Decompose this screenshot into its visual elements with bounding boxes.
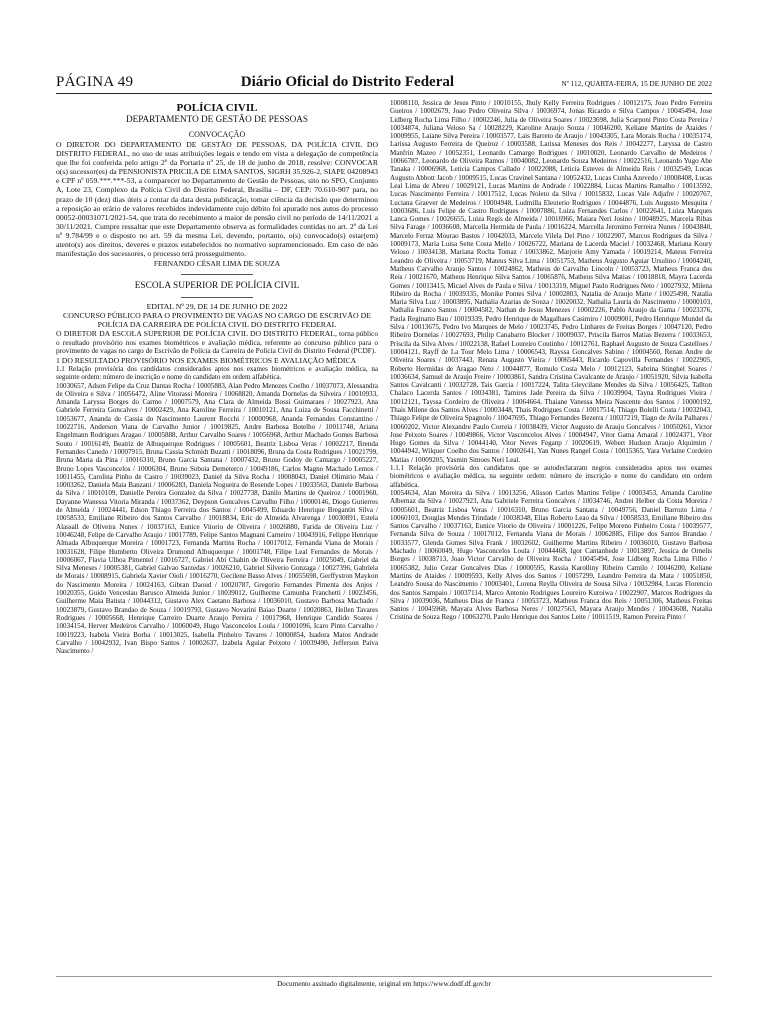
section-divider <box>181 274 253 275</box>
list-1-1-continued: 10008110, Jessica de Jesus Pinto / 10010155, Jhuly Kelly Ferreira Rodrigues / 10012175, Joao Pedro Ferreira Gueiros / 10002679, Joao Pedro Oliveira Silva / 10036974, Jonas Ricardo e Silva Campos / 10045494, Jose Lidberg Rocha Lima Filho / 10002246, Julia de Oliveira Soares / 10023698, Julia Scarponi Pinto Costa Pereira / 10034874, Juliana Veloso Sa / 10028229, Karoline Araujo Souza / 10046200, Keliane Martins de Ataides / 10009955, Laiane Silva Pereira / 10003577, Lais Barreto de Araujo / 10043305, Lara Morais Rocha / 10035174, Larissa Augusto Ferreira de Queiroz / 10003588, Larissa Meneses dos Reis / 10042277, Laryssa de Castro Manfrin Mazeo / 10052351, Leonardo Camargo Rodrigues / 10010020, Leonardo Carvalho de Medeiros / 10066787, Leonardo de Oliveira Ramos / 10040082, Leonardo Souza Medeiros / 10022516, Leonardo Yugo Abe Tanaka / 10006968, Leticia Campos Callado / 10022088, Leticia Esteves de Almeida Reis / 10032549, Lucas Augusto Abbott Jacob / 10009515, Lucas Cravinel Santana / 10052432, Lucas Cunha Azevedo / 10008408, Lucas Leal Lima de Abreu / 10029121, Lucas Martins de Andrade / 10022884, Lucas Martins Ramalho / 10013592, Lucas Nascimento Ferreira / 10017512, Lucas Noleto da Silva / 10015832, Lucas Vale Adjafre / 10020767, Luciana Graever de Medeiros / 10004948, Ludmilla Eleuterio Rodrigues / 10044876, Luis Augusto Mesquita / 10003686, Luis Felipe de Castro Rodrigues / 10007886, Luiza Fernandes Carlos / 10022641, Luiza Marques Lanca Gomes / 10026655, Luiza Regis de Almeida / 10016966, Maiara Neri Josino / 10048925, Marcela Ribas Silva Farage / 10036608, Marcella Hermida de Paula / 10016224, Marcella Jeronimo Ferreira Nunes / 10043840, Marcelo Ferraz Mourao Bastos / 10042033, Marcelo Vilela Del Pino / 10022907, Marcos Rodrigues da Silva / 10009173, Maria Luisa Sette Costa Mello / 10026722, Mariana de Lacerda Maciel / 10032468, Mariana Koury Veloso / 10034138, Mariana Rocha Tomaz / 10033862, Marjorie Amy Yamada / 10019214, Mateus Ferreira Leandro de Oliveira / 10053719, Mateus Silva Lima / 10051753, Matheus Augusto Aguiar Ursulino / 10004240, Matheus Carvalho Araujo Santos / 10024862, Matheus de Carvalho Lincoln / 10053723, Matheus Franca dos Reis / 10021670, Matheus Henrique Silva Santos / 10065876, Matheus Silva Matias / 10018818, Mayra Lacerda Gomes / 10013415, Micael Alves de Paula e Silva / 10013319, Miguel Paulo Rodrigues Neto / 10027932, Milena Ribeiro da Rocha / 10039335, Monike Pontes Silva / 10002803, Natalia de Araujo Matte / 10025498, Natalia Maria Silva Luz / 10003895, Nathalia Azarias de Souza / 10020032, Nathalia Lauria do Nascimento / 10000103, Nathalia Franco Santos / 10004582, Nathan de Jesus Menezes / 10002226, Pablo Araujo da Gama / 10023376, Paula Reginatto Bau / 10019339, Pedro Henrique de Magalhaes Casimiro / 10009001, Pedro Henrique Mundel da Silva / 10013675, Pedro Ivo Marques de Melo / 10023745, Pedro Linhares de Freitas Borges / 10047120, Pedro Ribeiro Dornelas / 10027693, Philip Canabarro Blocker / 10009037, Priscila Barros Matias Bezerra / 10033653, Priscila da Silva Alves / 10022138, Rafael Loureiro Coutinho / 10012761, Raphael Augusto de Souza Castelloes / 10004121, Rayff de La Tour Melo Lima / 10006543, Rayssa Goncalves Sabino / 10004560, Renan Andre de Oliveira Soares / 10037443, Renata Augusto Vieira / 10065443, Ricardo Capovilla Fernandes / 10022905, Roberto Hermidas de Aragao Neto / 10044877, Romulo Costa Melo / 10012123, Sabrina Stinghel Soares / 10036634, Samuel de Araujo Freire / 10003861, Sandra Cristina Cavalcante de Araujo / 10051920, Silvia Isabella Santos Cavalcanti / 10032728, Tais Garcia / 10017224, Talita Gleycilane Mendes da Silva / 10056425, Tallton Chalaco Lacerda Santos / 10034381, Tamires Jade Pereira da Silva / 10039904, Tayna Rodrigues Vieira / 10012121, Tayssa Cordeiro de Oliveira / 10064664, Thaiane Vanessa Meira Nascente dos Santos / 10000192, Thais Milene dos Santos Alves / 10003448, Thais Rodrigues Costa / 10017514, Thiago Bolelli Costa / 10032043, Thiago Felipe de Oliveira Spagnolo / 10047695, Thiago Fernandes Bezerra / 10037219, Tiago de Avila Palhares / 10060202, Victor Alexandre Paulo Correia / 10038439, Victor Augusto de Araujo Goncalves / 10050261, Victor Jose Peixoto Soares / 10049866, Victor Vasconcelos Alves / 10004947, Vitor Gama Amaral / 10024371, Vitor Hugo Gomes da Silva / 10044140, Vitor Neves Feganp / 10020619, Webert Hudson Araujo Alquimim / 10044942, Wilquer Coelho dos Santos / 10002641, Yan Nunes Rangel Costa / 10015365, Yara Verlaine Cordeiro Matias / 10009205, Yasmin Simoes Neri Leal. <box>390 99 712 464</box>
page-header <box>56 74 712 94</box>
organization-heading: POLÍCIA CIVIL <box>176 102 258 114</box>
notice-title: CONVOCAÇÃO <box>188 130 246 139</box>
notice-signature: FERNANDO CÉSAR LIMA DE SOUZA <box>153 259 281 269</box>
item-1-1: 1.1 Relação provisória dos candidatos considerados aptos nos exames biométricos e avaliação médica, na seguinte ordem: número de inscrição e nome do candidato em ordem alfabética. <box>56 365 378 382</box>
item-1-1-1: 1.1.1 Relação provisória dos candidatos que se autodeclararam negros considerados aptos nos exames biométricos e avaliação médica, na seguinte ordem: número de inscrição e nome do candidato em ordem alfabética. <box>390 464 712 489</box>
issue-info: Nº 112, QUARTA-FEIRA, 15 DE JUNHO DE 2022 <box>561 80 712 88</box>
contest-title: CONCURSO PÚBLICO PARA O PROVIMENTO DE VAGAS NO CARGO DE ESCRIVÃO DE POLÍCIA DA CARREIRA DE POLÍCIA CIVIL DO DISTRITO FEDERAL <box>63 310 371 329</box>
footer-divider <box>56 976 712 977</box>
notice-body: O DIRETOR DO DEPARTAMENTO DE GESTÃO DE PESSOAS, DA POLÍCIA CIVIL DO DISTRITO FEDERAL, no uso de suas atribuições legais e tendo em vista a delegação de competência que lhe foi conferida pelo artigo 2º da Portaria nº 25, de 18 de junho de 2018, resolve: CONVOCAR o(s) sucessor(es) da PENSIONISTA PRICILA DE LIMA SANTOS, SIGRH 35.926-2, SIAPE 04208943 e CPF nº 059.***.***-53, a comparecer no Departamento de Gestão de Pessoas, sito no SPO, Conjunto A, Lote 23, Complexo da Polícia Civil do Distrito Federal, Brasília – DF, CEP: 70.610-907 para, no prazo de 10 (dez) dias úteis a contar da data desta publicação, tomar ciência da decisão que determinou a reposição ao erário de valores recebidos indevidamente cujo débito foi apurado nos autos do processo 00052-00031071/2021-54, que trata do recebimento a maior de pensão civil no período de 14/11/2021 a 30/11/2021. Cumpre ressaltar que este Departamento observa as formalidades contidas no art. 2º da Lei nº 9.784/99 e o disposto no art. 59 da mesma Lei, devendo, portanto, o(s) convocado(s) estar(em) atento(s) aos direitos, deveres e prazos estabelecidos no normativo supramencionado. Em caso de não manifestação dos sucessores, o processo terá prosseguimento. <box>56 140 378 259</box>
edital-intro <box>56 329 378 356</box>
page-footer: Documento assinado digitalmente, original em https://www.dodf.df.gov.br <box>277 980 491 988</box>
list-1-1-1: 10054634, Alan Moreira da Silva / 10013256, Alisson Carlos Martins Felipe / 10003453, Amanda Caroline Albernaz da Silva / 10027923, Ana Gabriele Ferreira Goncalves / 10034746, Andrei Helber da Costa Moreira / 10005601, Beatriz Lisboa Veras / 10016310, Bruno Garcia Santana / 10049756, Daniel Barrozo Lima / 10060103, Douglas Mendes Trindade / 10038348, Elias Roberto Leao da Silva / 10058533, Emiliane Ribeiro dos Santos Carvalho / 10037163, Eunice Vitorio de Oliveira / 10001226, Felipe Moreno Pinheiro Costa / 10039577, Fernanda Silva de Souza / 10017012, Fernanda Viana de Morais / 10062885, Filipe dos Santos Brandao / 10033577, Glenda Gomes Silva Frank / 10032602, Guilherme Martins Ribeiro / 10036010, Gustavo Barbosa Machado / 10060049, Hugo Vasconcelos Loula / 10044468, Igor Cantanhede / 10013897, Jessica de Ornelis Borges / 10038713, Joao Victor Carvalho de Oliveira Rocha / 10045494, Jose Lidberg Rocha Lima Filho / 10065382, Julio Cezar Goncalves Dias / 10000595, Kassia Karolliny Ribeiro Camilo / 10046200, Keliane Martins de Ataides / 10009593, Kelly Alves dos Santos / 10057299, Leandro Ferreira da Mata / 10051850, Leandro Sousa do Nascimento / 10003401, Lorena Reylla Oliveira de Sousa Silva / 10032984, Lucas Florencio dos Santos Sampaio / 10037114, Marco Antonio Rodrigues Loureiro Kuroiwa / 10022907, Marcos Rodrigues da Silva / 10039036, Matheus Dias de Franca / 10053723, Matheus Franca dos Reis / 10051306, Matheus Freitas Santos / 10045968, Mayara Alves Barbosa Neres / 10027563, Mayara Araujo Mendes / 10043608, Natalia Cristina de Souza Rego / 10063270, Paulo Henrique dos Santos Leite / 10011519, Ramon Pereira Pinto / <box>390 488 712 622</box>
edital-title: EDITAL Nº 29, DE 14 DE JUNHO DE 2022 <box>146 301 288 311</box>
edital-intro-rest: torna público o resultado provisório nos exames biométricos e avaliação médica, referente ao concurso público para o provimento de vagas no cargo de Escrivão de Polícia da Carreira de Polícia Civil do Distrito Federal (PCDF). <box>56 329 378 356</box>
journal-title: Diário Oficial do Distrito Federal <box>240 74 455 90</box>
two-column-body <box>56 99 712 655</box>
right-column <box>390 99 712 655</box>
left-column <box>56 99 378 655</box>
section-divider <box>181 297 253 298</box>
edital-intro-upper: O DIRETOR DA ESCOLA SUPERIOR DE POLÍCIA CIVIL DO DISTRITO FEDERAL, <box>56 329 337 339</box>
school-heading: ESCOLA SUPERIOR DE POLÍCIA CIVIL <box>134 280 300 291</box>
department-heading: DEPARTAMENTO DE GESTÃO DE PESSOAS <box>126 114 308 124</box>
page-number: PÁGINA 49 <box>56 74 134 90</box>
list-1-1: 10030657, Adson Felipe da Cruz Dantas Rocha / 10005883, Alan Pedro Menezes Coelho / 10037073, Alessandra de Oliveira e Silva / 10056472, Aline Vitorassi Moreira / 10068820, Amanda Dornelas da Silveira / 10010933, Amanda Laryssa Borges do Carmo / 10007579, Ana Clara de Almeida Bossi Guimaraes / 10027923, Ana Gabriele Ferreira Goncalves / 10002429, Ana Karoline Ferreira / 10010121, Ana Luiza de Sousa Facchinetti / 10053677, Ananda de Cassia do Nascimento Laurent Rocchi / 10000968, Ananda Fernandes Constantino / 10022716, Anderson Viana de Carvalho Junior / 10019825, Andre Barbosa Botelho / 10011748, Ariana Engelmann Rodrigues Aragao / 10005888, Arthur Carvalho Soares / 10056968, Arthur Machado Gomes Barbosa Souto / 10016149, Beatriz de Albuquerque Rodrigues / 10005601, Beatriz Lisboa Veras / 10002217, Brenda Fernandes Canedo / 10007915, Bruna Cassia Schmidt Buzatti / 10018096, Bruna da Costa Rodrigues / 10021799, Bruna Maria da Pina / 10016310, Bruno Garcia Santana / 10007432, Bruno Godoy de Camargo / 10005227, Bruno Lopes Vasconcelos / 10006304, Bruno Soboia Demeterco / 10049186, Carlos Magno Machado Lemos / 10011455, Carolina Pinho de Castro / 10039023, Daniel da Silva Rocha / 10008043, Daniel Olimirio Maia / 10003262, Daniela Maia Banzani / 10006283, Daniela Nogueira de Resende Lopes / 10033563, Daniele Barbosa da Silva / 10010109, Danielle Pereira Gonzalez da Silva / 10027738, Danilo Martins de Queiroz / 10001960, Dayanne Wanessa Vitoria Miranda / 10037362, Deypson Goncalves Carvalho Filho / 10000146, Diogo Gutierres de Almeida / 10024441, Edson Thiago Ferreira dos Santos / 10045499, Eduardo Henrique Bregantin Silva / 10058533, Emiliane Ribeiro dos Santos Carvalho / 10018834, Eric de Almeida Alvarenga / 10030891, Estela Alassall de Oliveira Nunes / 10037163, Eunice Vitorio de Oliveira / 10026880, Farida de Oliveira Luz / 10046248, Felipe de Carvalho Araujo / 10017789, Felipe Santos Magnani Carneiro / 10043916, Felippe Henrique Almada Albuquerque Moreira / 10001723, Fernanda Martins Rocha / 10017012, Fernanda Viana de Morais / 10031628, Filipe Humberto Oliveira Drumond Albuquerque / 10001748, Filipe Leal Fernandes de Morais / 10006067, Flavia Ulhoa Pimentel / 10016727, Gabriel Abi Chahin de Oliveira Ferreira / 10025049, Gabriel da Silva Meneses / 10005381, Gabriel Galvao Sarzedas / 10026210, Gabriel Silverio Gonzaga / 10027396, Gabriela de Morais / 10008915, Gabriela Xavier Oioli / 10016270, Gecilene Basso Alves / 10055698, Gerffystron Maykon do Nascimento Moreira / 10024163, Gibran Daoud / 10020787, Gregorio Fernandes Pimenta dos Anjos / 10020355, Guido Venceslau Barusco Almeida Junior / 10039012, Guilherme Camunha Franchetti / 10023456, Guilherme Maia Batista / 10044312, Gustavo Alex Caetano Barbosa / 10036010, Gustavo Barbosa Machado / 10023879, Gustavo Brandao de Souza / 10019793, Gustavo Novarini Baiao Duarte / 10020863, Hellen Tavares Rodrigues / 10005668, Henrique Carreiro Duarte Araujo Pereira / 10017968, Henrique Candido Soares / 10034154, Herver Medeiros Carvalho / 10060049, Hugo Vasconcelos Loula / 10001096, Icaro Pinto Carvalho / 10019223, Isabela Vieira Borba / 10013025, Isabella Pinheiro Tavares / 10000854, Isadora Matos Andrade Carvalho / 10042932, Ivan Bispo Santos / 10002637, Izabela Aguiar Peixoto / 10039490, Jefferson Paiva Nascimento / <box>56 381 378 656</box>
section-1-heading: 1 DO RESULTADO PROVISÓRIO NOS EXAMES BIOMÉTRICOS E AVALIAÇÃO MÉDICA <box>56 355 357 365</box>
